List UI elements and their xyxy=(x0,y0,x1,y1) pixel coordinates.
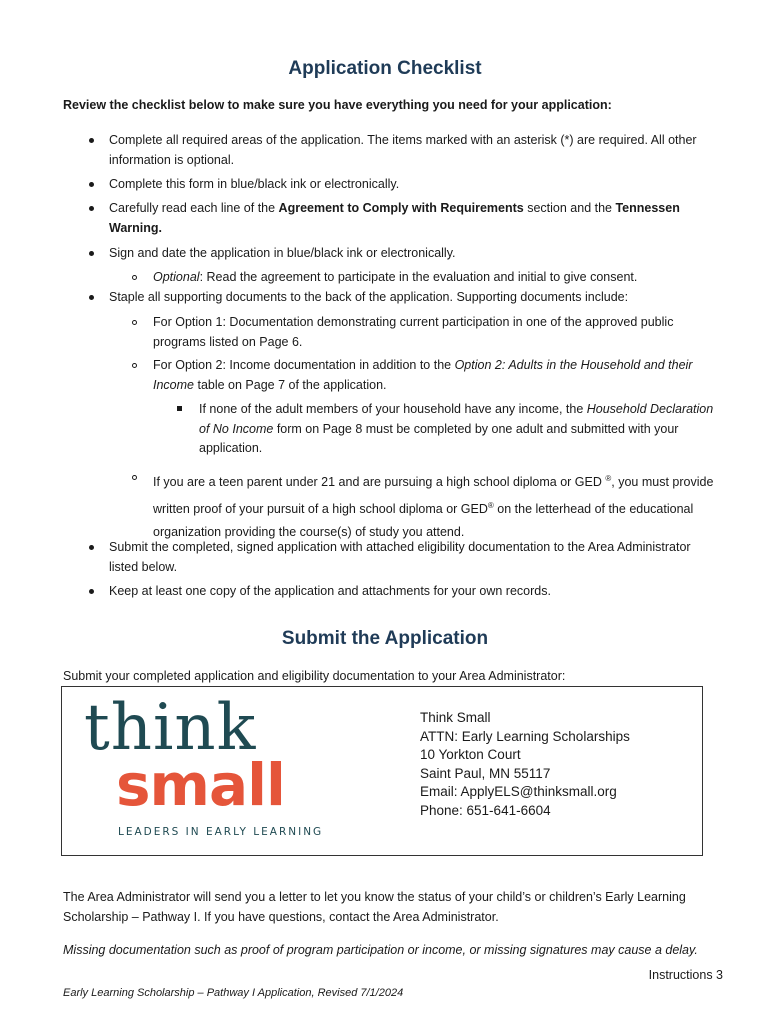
checklist-intro: Review the checklist below to make sure you have everything you need for your application: xyxy=(63,98,612,112)
checklist-subitem-option1 xyxy=(153,313,673,352)
item-text: table on Page 7 of the application. xyxy=(194,377,387,392)
bullet-icon xyxy=(89,545,94,550)
checklist-item-ink: Complete this form in blue/black ink or electronically. xyxy=(109,177,400,191)
bullet-icon xyxy=(89,206,94,211)
item-text: Submit the completed, signed application with attached eligibility documentation to the Area Administrator xyxy=(109,540,691,554)
item-text: written proof of your pursuit of a high school diploma or GED xyxy=(153,502,488,517)
checklist-subitem-optional xyxy=(153,268,637,288)
item-text: : Read the agreement to participate in the evaluation and initial to give consent. xyxy=(199,270,638,284)
sub-bullet-icon xyxy=(132,320,137,325)
phone-line: Phone: 651-641-6604 xyxy=(420,802,551,818)
checklist-item-submit xyxy=(109,538,691,577)
sub-bullet-icon xyxy=(132,363,137,368)
item-text: For Option 2: Income documentation in addition to the xyxy=(153,358,455,372)
delay-warning: Missing documentation such as proof of program participation or income, or missing signatures may cause a delay. xyxy=(63,943,698,957)
status-letter-note xyxy=(63,888,686,927)
item-text: application. xyxy=(199,441,263,455)
address-line: Think Small xyxy=(420,710,491,725)
warning-name: Tennessen xyxy=(615,201,680,215)
bullet-icon xyxy=(89,589,94,594)
item-text: on the letterhead of the educational xyxy=(493,502,694,517)
agreement-name: Agreement to Comply with Requirements xyxy=(278,201,524,215)
checklist-item-sign: Sign and date the application in blue/black ink or electronically. xyxy=(109,246,456,260)
checklist-item-copy: Keep at least one copy of the application and attachments for your own records. xyxy=(109,584,551,598)
checklist-item-required xyxy=(109,131,697,170)
checklist-subitem-teen-parent xyxy=(153,467,713,544)
bullet-icon xyxy=(89,251,94,256)
address-line: ATTN: Early Learning Scholarships xyxy=(420,728,630,744)
checklist-item-agreement xyxy=(109,199,680,238)
checklist-subitem-option2 xyxy=(153,356,692,395)
item-text: If none of the adult members of your household have any income, the xyxy=(199,402,587,416)
bullet-icon xyxy=(89,182,94,187)
logo-word-small: small xyxy=(116,751,285,819)
item-text: section and the xyxy=(523,201,616,215)
logo-tagline: LEADERS IN EARLY LEARNING xyxy=(118,826,324,838)
item-text: listed below. xyxy=(109,559,178,574)
checklist-item-staple: Staple all supporting documents to the back of the application. Supporting documents include: xyxy=(109,290,629,304)
address-line: 10 Yorkton Court xyxy=(420,747,521,762)
item-text: Carefully read each line of the xyxy=(109,201,279,215)
submit-intro: Submit your completed application and eligibility documentation to your Area Administrator: xyxy=(63,669,566,683)
item-text: information is optional. xyxy=(109,152,235,167)
area-administrator-box xyxy=(61,686,703,856)
item-text: organization providing the course(s) of study you attend. xyxy=(153,525,465,540)
item-text: , you must provide xyxy=(611,475,714,490)
sub-bullet-icon xyxy=(132,475,137,480)
registered-mark: ® xyxy=(605,474,612,483)
item-text: If you are a teen parent under 21 and are pursuing a high school diploma or GED xyxy=(153,475,606,490)
footer-document-label: Early Learning Scholarship – Pathway I Application, Revised 7/1/2024 xyxy=(63,987,404,999)
checklist-subsubitem-no-income xyxy=(199,400,713,459)
form-name: Household Declaration xyxy=(586,402,714,416)
administrator-address xyxy=(420,709,630,820)
note-text: The Area Administrator will send you a letter to let you know the status of your child’s or children’s Early Learning xyxy=(63,890,686,904)
item-text: Optional xyxy=(153,270,200,284)
square-bullet-icon xyxy=(177,406,182,411)
page-number: Instructions 3 xyxy=(648,968,723,982)
email-line: Email: ApplyELS@thinksmall.org xyxy=(420,784,617,799)
address-line: Saint Paul, MN 55117 xyxy=(420,765,551,781)
think-small-logo xyxy=(84,691,374,849)
table-name: Income xyxy=(153,377,194,392)
item-text: Complete all required areas of the application. The items marked with an asterisk (*) are required. All other xyxy=(109,133,697,147)
logo-word-think: think xyxy=(84,691,257,765)
page-title: Application Checklist xyxy=(288,58,482,79)
item-text: programs listed on Page 6. xyxy=(153,334,303,349)
table-name: Option 2: Adults in the Household and their xyxy=(454,358,693,372)
form-name: of No Income xyxy=(199,421,274,436)
bullet-icon xyxy=(89,138,94,143)
item-text: For Option 1: Documentation demonstrating current participation in one of the approved public xyxy=(153,315,674,329)
registered-mark: ® xyxy=(487,501,494,511)
note-text: Scholarship – Pathway I. If you have questions, contact the Area Administrator. xyxy=(63,909,499,924)
sub-bullet-icon xyxy=(132,275,137,280)
bullet-icon xyxy=(89,295,94,300)
item-text: form on Page 8 must be completed by one adult and submitted with your xyxy=(273,421,679,436)
submit-section-title: Submit the Application xyxy=(281,628,489,649)
warning-name: Warning. xyxy=(109,220,163,235)
